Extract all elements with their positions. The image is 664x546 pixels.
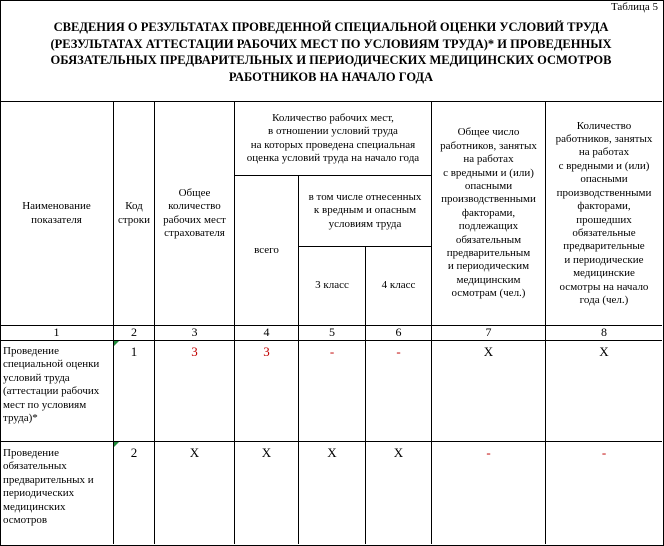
table-number-label: Таблица 5 [610,1,658,13]
row-2-code[interactable]: 2 [130,445,138,460]
row-1-assessed-all[interactable]: 3 [263,344,270,359]
column-number: 3 [191,325,198,340]
row-2-class-4: X [393,445,404,460]
header-indicator: Наименование показателя [22,200,91,226]
table-title [0,19,662,85]
column-number: 5 [329,325,335,340]
column-number: 8 [601,325,607,340]
row-2-class-3: X [327,445,337,460]
column-number: 2 [131,325,137,340]
header-class-3: 3 класс [315,279,349,292]
column-number: 6 [395,325,402,340]
row-1-class-3[interactable]: - [329,344,335,359]
header-all: всего [254,243,279,256]
header-row-code: Код строки [117,200,151,226]
row-1-workers-exam-required: X [483,344,494,359]
title-line: СВЕДЕНИЯ О РЕЗУЛЬТАТАХ ПРОВЕДЕННОЙ СПЕЦИАЛЬНОЙ ОЦЕНКИ УСЛОВИЙ ТРУДА [53,20,609,34]
row-2-total-workplaces: X [189,445,200,460]
title-line: ОБЯЗАТЕЛЬНЫХ ПРЕДВАРИТЕЛЬНЫХ И ПЕРИОДИЧЕСКИХ МЕДИЦИНСКИХ ОСМОТРОВ [50,53,612,67]
row-1-code[interactable]: 1 [130,344,138,359]
row-2-indicator-name: Проведение обязательных предварительных и периодических медицинских осмотров [3,447,94,527]
title-line: (РЕЗУЛЬТАТАХ АТТЕСТАЦИИ РАБОЧИХ МЕСТ ПО УСЛОВИЯМ ТРУДА)* И ПРОВЕДЕННЫХ [50,36,612,51]
row-1-workers-examined: X [599,344,609,359]
row-2-assessed-all: X [261,445,272,460]
row-1-indicator-name: Проведение специальной оценки условий труда (аттестации рабочих мест по условиям труда)* [3,345,100,425]
header-assessed-workplaces: Количество рабочих мест, в отношении условий труда на которых проведена специальная оценка условий труда на начало года [246,111,420,164]
header-total-workplaces: Общее количество рабочих мест страхователя [163,186,226,239]
header-workers-examined: Количество работников, занятых на работах с вредными и (или) опасными производственными факторами, прошедших обязательные предварительные и периодические медицинские осмотры на начало года (чел.) [555,119,653,306]
column-number: 1 [53,325,60,340]
row-2-workers-examined[interactable]: - [601,445,607,460]
row-1-class-4[interactable]: - [396,344,401,359]
header-workers-exam-required: Общее число работников, занятых на работах с вредными и (или) опасными производственными факторами, подлежащих обязательным предварительным и периодическим медицинским осмотрам (чел.) [440,126,537,300]
column-number: 4 [263,325,270,340]
header-harmful-conditions: в том числе отнесенных к вредным и опасным условиям труда [308,190,422,230]
column-number: 7 [485,325,492,340]
row-2-workers-exam-required[interactable]: - [486,445,491,460]
header-class-4: 4 класс [381,279,416,292]
title-line: РАБОТНИКОВ НА НАЧАЛО ГОДА [228,69,434,84]
row-1-total-workplaces[interactable]: 3 [191,344,198,359]
